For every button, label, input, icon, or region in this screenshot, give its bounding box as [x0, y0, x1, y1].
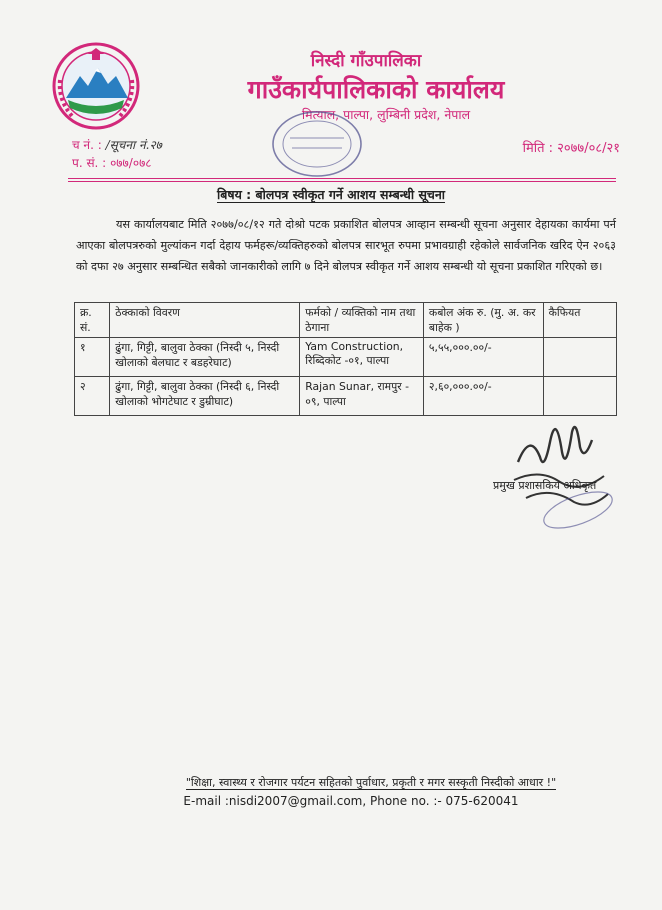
reference-block [72, 136, 162, 172]
date-label: मिति : [522, 141, 554, 156]
cha-number [72, 136, 162, 154]
municipality-name: निस्दी गाँउपालिका [310, 51, 422, 71]
cell-contract: ढुंगा, गिट्टी, बालुवा ठेक्का (निस्दी ५, निस्दी खोलाको बेलघाट र बडहरेघाट) [110, 338, 300, 377]
cell-serial: २ [75, 377, 110, 416]
subject-text: बिषय : बोलपत्र स्वीकृत गर्ने आशय सम्बन्धी सूचना [216, 187, 446, 202]
cha-label: च नं. : [72, 138, 102, 152]
table-row [75, 338, 617, 377]
office-name: गाउँकार्यपालिकाको कार्यालय [247, 75, 505, 104]
fiscal-year [72, 154, 162, 172]
motto-text: "शिक्षा, स्वास्थ्य र रोजगार पर्यटन सहितको पुर्वाधार, प्रकृती र मगर सस्कृती निस्दीको आधार !" [185, 776, 557, 789]
pa-value: ०७७/०७८ [110, 156, 152, 170]
header-serial: क्र. सं. [75, 303, 110, 338]
signature-icon [500, 402, 620, 532]
cell-firm: Rajan Sunar, रामपुर - ०९, पाल्पा [300, 377, 424, 416]
cha-value: /सूचना नं.२७ [105, 138, 162, 152]
body-text: यस कार्यालयबाट मिति २०७७/०८/१२ गते दोश्रो पटक प्रकाशित बोलपत्र आव्हान सम्बन्धी सूचना अनुसार देहायका कार्यमा पर्न आएका बोलपत्ररुको मुल्यांकन गर्दा देहाय फर्महरू/व्यक्तिहरुको बोलपत्र सारभूत रुपमा प्रभावग्राही रहेकोले सार्वजनिक खरिद ऐन २०६३ को दफा २७ अनुसार सम्बन्धित सबैको जानकारीको लागि ७ दिने बोलपत्र स्वीकृत गर्ने आशय सम्बन्धी यो सूचना प्रकाशित गरिएको छ। [76, 218, 616, 273]
header-remarks: कैफियत [543, 303, 616, 338]
table-header-row [75, 303, 617, 338]
subject-heading [0, 186, 662, 203]
cell-amount: २,६०,०००.००/- [423, 377, 543, 416]
footer-contact: E-mail :nisdi2007@gmail.com, Phone no. :- 075-620041 [183, 794, 519, 808]
body-paragraph [76, 214, 616, 277]
cell-firm: Yam Construction, रिब्दिकोट -०१, पाल्पा [300, 338, 424, 377]
date-value: २०७७/०८/२१ [557, 141, 620, 156]
cell-serial: १ [75, 338, 110, 377]
divider [68, 178, 616, 179]
bid-table [74, 302, 617, 416]
signatory-title: प्रमुख प्रशासकिय अधिकृत [493, 479, 597, 492]
date-block [523, 138, 620, 156]
office-stamp-icon [268, 108, 366, 180]
cell-amount: ५,५५,०००.००/- [423, 338, 543, 377]
header-firm: फर्मको / व्यक्तिको नाम तथा ठेगाना [300, 303, 424, 338]
pa-label: प. सं. : [72, 156, 107, 170]
header-amount: कबोल अंक रु. (मु. अ. कर बाहेक ) [423, 303, 543, 338]
footer-motto [0, 775, 662, 790]
cell-remarks [543, 338, 616, 377]
office-address: मित्याल, पाल्पा, लुम्बिनी प्रदेश, नेपाल [301, 107, 471, 122]
cell-contract: ढुंगा, गिट्टी, बालुवा ठेक्का (निस्दी ६, निस्दी खोलाको भोगटेघाट र डुम्रीघाट) [110, 377, 300, 416]
header-contract: ठेक्काको विवरण [110, 303, 300, 338]
divider [68, 181, 616, 182]
